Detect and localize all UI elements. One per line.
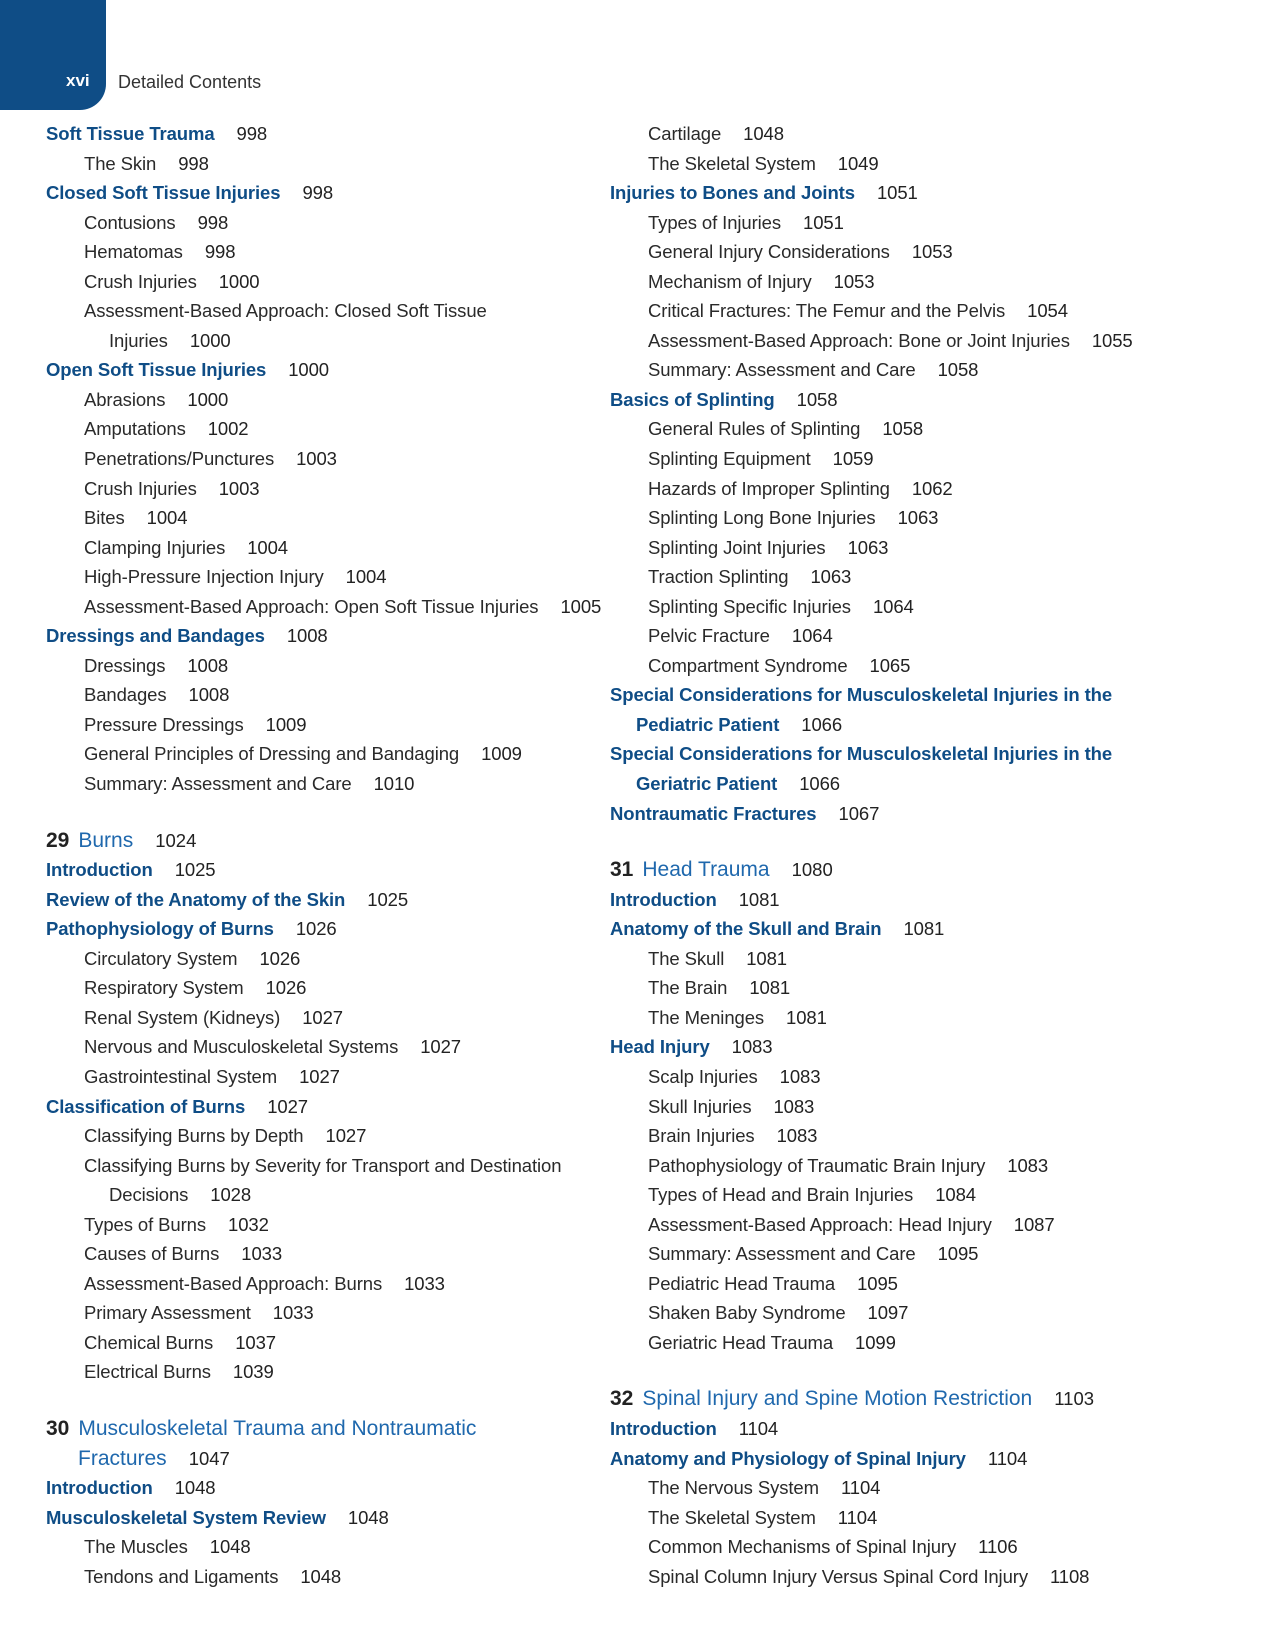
toc-subsection-entry[interactable] bbox=[46, 651, 636, 681]
entry-title: Head Injury bbox=[610, 1036, 710, 1058]
entry-title: The Skull bbox=[648, 947, 725, 969]
entry-title: Assessment-Based Approach: Head Injury bbox=[648, 1213, 992, 1235]
entry-title: Anatomy and Physiology of Spinal Injury bbox=[610, 1447, 966, 1469]
entry-page-number: 1066 bbox=[799, 773, 840, 795]
entry-title: The Skeletal System bbox=[648, 152, 816, 174]
entry-page-number: 1048 bbox=[300, 1565, 342, 1587]
entry-title: Compartment Syndrome bbox=[648, 654, 848, 676]
toc-section-entry[interactable] bbox=[46, 885, 636, 915]
entry-title: General Principles of Dressing and Bandaging bbox=[84, 743, 460, 765]
entry-title: The Skeletal System bbox=[648, 1506, 816, 1528]
toc-subsection-entry[interactable] bbox=[46, 739, 636, 769]
entry-page-number: 998 bbox=[197, 211, 229, 233]
toc-subsection-entry[interactable] bbox=[610, 503, 1230, 533]
entry-page-number: 1104 bbox=[738, 1417, 779, 1439]
entry-title: Assessment-Based Approach: Closed Soft Tissue bbox=[84, 300, 487, 322]
toc-section-entry[interactable] bbox=[46, 621, 636, 651]
entry-page-number: 1084 bbox=[935, 1184, 976, 1206]
toc-subsection-entry[interactable] bbox=[610, 237, 1230, 267]
entry-title: Introduction bbox=[610, 888, 717, 910]
entry-page-number: 1058 bbox=[882, 418, 924, 440]
entry-title: Summary: Assessment and Care bbox=[648, 359, 916, 381]
entry-page-number: 1027 bbox=[299, 1065, 340, 1087]
entry-page-number: 998 bbox=[178, 152, 209, 174]
entry-page-number: 1026 bbox=[259, 947, 301, 969]
chapter-title: Burns bbox=[78, 828, 134, 852]
entry-page-number: 1033 bbox=[404, 1272, 445, 1294]
entry-title: Critical Fractures: The Femur and the Pelvis bbox=[648, 300, 1006, 322]
toc-subsection-entry[interactable] bbox=[46, 1062, 636, 1092]
toc-section-entry[interactable] bbox=[610, 710, 1230, 740]
entry-page-number: 1037 bbox=[235, 1331, 276, 1353]
entry-page-number: 1104 bbox=[840, 1477, 881, 1499]
running-title: Detailed Contents bbox=[118, 72, 262, 92]
chapter-number: 31 bbox=[610, 858, 634, 882]
entry-page-number: 1063 bbox=[897, 507, 939, 529]
toc-subsection-entry[interactable] bbox=[46, 680, 636, 710]
toc-subsection-entry[interactable] bbox=[46, 149, 636, 179]
toc-subsection-entry[interactable] bbox=[610, 562, 1230, 592]
entry-page-number: 1048 bbox=[174, 1477, 216, 1499]
entry-title: Primary Assessment bbox=[84, 1302, 251, 1324]
entry-title: Pelvic Fracture bbox=[648, 625, 770, 647]
entry-page-number: 1009 bbox=[265, 713, 307, 735]
entry-title: Introduction bbox=[46, 859, 153, 881]
toc-subsection-entry[interactable] bbox=[46, 973, 636, 1003]
entry-title: High-Pressure Injection Injury bbox=[84, 566, 324, 588]
toc-subsection-entry[interactable] bbox=[46, 1269, 636, 1299]
entry-page-number: 1053 bbox=[911, 241, 953, 263]
entry-title: Abrasions bbox=[84, 388, 166, 410]
entry-title: Traction Splinting bbox=[648, 566, 789, 588]
entry-page-number: 1009 bbox=[481, 743, 522, 765]
entry-page-number: 1000 bbox=[187, 388, 229, 410]
toc-subsection-entry[interactable] bbox=[46, 1003, 636, 1033]
toc-subsection-entry[interactable] bbox=[46, 769, 636, 799]
entry-page-number: 1026 bbox=[295, 918, 337, 940]
entry-title: Special Considerations for Musculoskeletal Injuries in the bbox=[610, 684, 1113, 706]
entry-page-number: 1003 bbox=[296, 448, 337, 470]
toc-subsection-entry[interactable] bbox=[610, 1239, 1230, 1269]
entry-page-number: 1066 bbox=[801, 713, 843, 735]
entry-title: Introduction bbox=[610, 1417, 717, 1439]
entry-title: Pediatric Head Trauma bbox=[648, 1272, 836, 1294]
entry-page-number: 1081 bbox=[903, 918, 945, 940]
entry-title: Closed Soft Tissue Injuries bbox=[46, 182, 281, 204]
entry-page-number: 1051 bbox=[803, 211, 844, 233]
toc-subsection-entry[interactable] bbox=[46, 592, 636, 622]
toc-section-entry[interactable] bbox=[46, 119, 636, 149]
entry-page-number: 1049 bbox=[837, 152, 879, 174]
toc-section-entry[interactable] bbox=[46, 178, 636, 208]
toc-subsection-entry[interactable] bbox=[610, 1562, 1230, 1592]
entry-title: Bandages bbox=[84, 684, 167, 706]
entry-title: Geriatric Head Trauma bbox=[648, 1331, 834, 1353]
entry-title: Common Mechanisms of Spinal Injury bbox=[648, 1536, 957, 1558]
toc-subsection-entry[interactable] bbox=[610, 1092, 1230, 1122]
entry-title: The Skin bbox=[84, 152, 157, 174]
entry-page-number: 1048 bbox=[209, 1536, 251, 1558]
chapter-title: Musculoskeletal Trauma and Nontraumatic bbox=[78, 1416, 477, 1440]
entry-page-number: 1027 bbox=[302, 1006, 343, 1028]
entry-title: Splinting Long Bone Injuries bbox=[648, 507, 876, 529]
toc-subsection-entry[interactable] bbox=[46, 267, 636, 297]
entry-page-number: 1097 bbox=[867, 1302, 909, 1324]
chapter-number: 29 bbox=[46, 828, 70, 852]
entry-title: Clamping Injuries bbox=[84, 536, 226, 558]
entry-page-number: 1008 bbox=[188, 684, 230, 706]
entry-page-number: 1004 bbox=[247, 536, 288, 558]
toc-section-entry[interactable] bbox=[46, 1092, 636, 1122]
entry-page-number: 1003 bbox=[218, 477, 260, 499]
entry-title: Assessment-Based Approach: Burns bbox=[84, 1272, 383, 1294]
entry-page-number: 1080 bbox=[791, 859, 833, 881]
entry-page-number: 1065 bbox=[869, 654, 911, 676]
toc-section-entry[interactable] bbox=[610, 769, 1230, 799]
entry-title: Chemical Burns bbox=[84, 1331, 214, 1353]
toc-subsection-entry[interactable] bbox=[46, 1032, 636, 1062]
toc-section-entry[interactable] bbox=[46, 355, 636, 385]
toc-chapter-entry[interactable] bbox=[46, 1414, 636, 1444]
toc-subsection-entry[interactable] bbox=[46, 208, 636, 238]
toc-section-entry[interactable] bbox=[610, 885, 1230, 915]
toc-chapter-entry[interactable] bbox=[610, 855, 1230, 885]
chapter-title: Fractures bbox=[78, 1446, 167, 1470]
toc-subsection-entry[interactable] bbox=[610, 944, 1230, 974]
entry-page-number: 1106 bbox=[978, 1536, 1018, 1558]
entry-title: Types of Injuries bbox=[648, 211, 782, 233]
entry-title: General Rules of Splinting bbox=[648, 418, 861, 440]
entry-title: Soft Tissue Trauma bbox=[46, 123, 215, 144]
entry-page-number: 998 bbox=[204, 241, 236, 263]
toc-subsection-entry[interactable] bbox=[610, 1151, 1230, 1181]
toc-subsection-entry[interactable] bbox=[46, 1357, 636, 1387]
toc-subsection-entry[interactable] bbox=[610, 1328, 1230, 1358]
entry-page-number: 1063 bbox=[847, 536, 889, 558]
entry-page-number: 1083 bbox=[779, 1065, 821, 1087]
entry-page-number: 1026 bbox=[265, 977, 307, 999]
entry-page-number: 1039 bbox=[232, 1361, 274, 1383]
entry-page-number: 1055 bbox=[1091, 329, 1133, 351]
toc-subsection-entry[interactable] bbox=[46, 385, 636, 415]
entry-title: Splinting Equipment bbox=[648, 448, 811, 470]
entry-page-number: 1027 bbox=[420, 1036, 461, 1058]
toc-subsection-entry[interactable] bbox=[610, 1298, 1230, 1328]
toc-subsection-entry[interactable] bbox=[46, 237, 636, 267]
entry-page-number: 1087 bbox=[1013, 1213, 1055, 1235]
toc-subsection-entry[interactable] bbox=[610, 1503, 1230, 1533]
entry-title: Assessment-Based Approach: Bone or Joint Injuries bbox=[648, 329, 1070, 351]
entry-page-number: 1083 bbox=[773, 1095, 815, 1117]
entry-title: Pathophysiology of Traumatic Brain Injury bbox=[648, 1154, 986, 1176]
entry-page-number: 1064 bbox=[791, 625, 833, 647]
toc-subsection-entry[interactable] bbox=[46, 944, 636, 974]
entry-page-number: 1025 bbox=[174, 859, 216, 881]
toc-subsection-entry[interactable] bbox=[610, 1180, 1230, 1210]
entry-title: Hazards of Improper Splinting bbox=[648, 477, 890, 499]
toc-subsection-entry[interactable] bbox=[46, 533, 636, 563]
page-number: xvi bbox=[66, 71, 90, 90]
entry-title: Hematomas bbox=[84, 241, 183, 263]
entry-title: Mechanism of Injury bbox=[648, 270, 812, 292]
entry-page-number: 1104 bbox=[837, 1506, 878, 1528]
entry-title: Pressure Dressings bbox=[84, 713, 244, 735]
entry-page-number: 1062 bbox=[911, 477, 953, 499]
toc-section-entry[interactable] bbox=[46, 1473, 636, 1503]
entry-title: Tendons and Ligaments bbox=[84, 1565, 279, 1587]
entry-page-number: 1108 bbox=[1049, 1565, 1090, 1587]
entry-title: The Brain bbox=[648, 977, 728, 999]
toc-subsection-entry[interactable] bbox=[46, 562, 636, 592]
toc-subsection-entry[interactable] bbox=[610, 1532, 1230, 1562]
toc-section-entry[interactable] bbox=[610, 385, 1230, 415]
entry-page-number: 1059 bbox=[832, 448, 874, 470]
toc-subsection-entry[interactable] bbox=[610, 1473, 1230, 1503]
chapter-title: Spinal Injury and Spine Motion Restriction bbox=[642, 1387, 1033, 1411]
toc-subsection-entry[interactable] bbox=[46, 1239, 636, 1269]
entry-page-number: 1032 bbox=[228, 1213, 269, 1235]
entry-page-number: 1067 bbox=[838, 802, 880, 824]
entry-title: Injuries to Bones and Joints bbox=[610, 182, 855, 204]
entry-page-number: 1000 bbox=[288, 359, 329, 381]
entry-page-number: 1000 bbox=[218, 270, 260, 292]
toc-subsection-entry[interactable] bbox=[610, 474, 1230, 504]
entry-page-number: 1028 bbox=[210, 1184, 252, 1206]
toc-section-entry[interactable] bbox=[46, 914, 636, 944]
entry-page-number: 1024 bbox=[155, 829, 197, 851]
entry-title: Types of Head and Brain Injuries bbox=[648, 1184, 914, 1206]
entry-title: Crush Injuries bbox=[84, 477, 197, 499]
entry-title: Dressings and Bandages bbox=[46, 625, 265, 647]
entry-title: Spinal Column Injury Versus Spinal Cord Injury bbox=[648, 1565, 1028, 1587]
toc-subsection-entry[interactable] bbox=[610, 119, 1230, 149]
entry-title: Electrical Burns bbox=[84, 1361, 211, 1383]
entry-title: Amputations bbox=[84, 418, 186, 440]
toc-chapter-entry[interactable] bbox=[46, 826, 636, 856]
entry-title: The Meninges bbox=[648, 1006, 765, 1028]
toc-section-entry[interactable] bbox=[610, 1414, 1230, 1444]
toc-subsection-entry[interactable] bbox=[610, 1121, 1230, 1151]
entry-title: Circulatory System bbox=[84, 947, 238, 969]
entry-title: Basics of Splinting bbox=[610, 388, 775, 410]
entry-page-number: 1064 bbox=[872, 595, 914, 617]
toc-subsection-entry[interactable] bbox=[46, 414, 636, 444]
entry-page-number: 1081 bbox=[786, 1006, 827, 1028]
entry-title: Shaken Baby Syndrome bbox=[648, 1302, 846, 1324]
entry-page-number: 1008 bbox=[187, 654, 229, 676]
entry-title: Splinting Joint Injuries bbox=[648, 536, 826, 558]
entry-page-number: 1027 bbox=[325, 1125, 367, 1147]
entry-page-number: 1048 bbox=[743, 123, 784, 144]
entry-title: Skull Injuries bbox=[648, 1095, 752, 1117]
toc-section-entry[interactable] bbox=[610, 1444, 1230, 1474]
toc-subsection-entry[interactable] bbox=[46, 1121, 636, 1151]
entry-page-number: 1005 bbox=[560, 595, 602, 617]
entry-title: Classification of Burns bbox=[46, 1095, 246, 1117]
chapter-number: 32 bbox=[610, 1387, 634, 1411]
entry-page-number: 1004 bbox=[146, 507, 188, 529]
entry-page-number: 1083 bbox=[1007, 1154, 1049, 1176]
entry-title: The Nervous System bbox=[648, 1477, 819, 1499]
toc-subsection-entry[interactable] bbox=[46, 326, 636, 356]
entry-title: Assessment-Based Approach: Open Soft Tissue Injuries bbox=[84, 595, 539, 617]
entry-page-number: 998 bbox=[302, 182, 334, 204]
toc-chapter-entry[interactable] bbox=[46, 1444, 636, 1474]
toc-chapter-entry[interactable] bbox=[610, 1384, 1230, 1414]
entry-title: Crush Injuries bbox=[84, 270, 197, 292]
toc-section-entry[interactable] bbox=[610, 799, 1230, 829]
entry-page-number: 1000 bbox=[189, 329, 231, 351]
entry-page-number: 1081 bbox=[749, 977, 791, 999]
toc-subsection-entry[interactable] bbox=[610, 1269, 1230, 1299]
toc-subsection-entry[interactable] bbox=[610, 973, 1230, 1003]
toc-subsection-entry[interactable] bbox=[610, 621, 1230, 651]
entry-title: Review of the Anatomy of the Skin bbox=[46, 888, 346, 910]
page-number-tab bbox=[0, 0, 106, 110]
entry-title: Geriatric Patient bbox=[636, 773, 778, 795]
entry-title: Splinting Specific Injuries bbox=[648, 595, 851, 617]
toc-subsection-entry[interactable] bbox=[46, 474, 636, 504]
entry-title: Pediatric Patient bbox=[636, 713, 780, 735]
toc-subsection-entry[interactable] bbox=[46, 1151, 636, 1181]
toc-section-entry[interactable] bbox=[46, 1503, 636, 1533]
toc-subsection-entry[interactable] bbox=[610, 651, 1230, 681]
toc-subsection-entry[interactable] bbox=[610, 1210, 1230, 1240]
toc-subsection-entry[interactable] bbox=[610, 444, 1230, 474]
toc-section-entry[interactable] bbox=[610, 178, 1230, 208]
entry-page-number: 1063 bbox=[810, 566, 852, 588]
entry-page-number: 1025 bbox=[367, 888, 409, 910]
entry-title: Classifying Burns by Depth bbox=[84, 1125, 304, 1147]
entry-title: The Muscles bbox=[84, 1536, 188, 1558]
entry-page-number: 1083 bbox=[731, 1036, 773, 1058]
toc-subsection-entry[interactable] bbox=[610, 267, 1230, 297]
toc-subsection-entry[interactable] bbox=[46, 710, 636, 740]
entry-page-number: 1104 bbox=[987, 1447, 1028, 1469]
entry-page-number: 1103 bbox=[1054, 1388, 1095, 1410]
entry-title: Causes of Burns bbox=[84, 1243, 220, 1265]
entry-page-number: 1095 bbox=[857, 1272, 898, 1294]
entry-title: Contusions bbox=[84, 211, 176, 233]
toc-subsection-entry[interactable] bbox=[46, 1562, 636, 1592]
entry-title: Bites bbox=[84, 507, 125, 529]
entry-title: Summary: Assessment and Care bbox=[648, 1243, 916, 1265]
toc-section-entry[interactable] bbox=[610, 914, 1230, 944]
entry-page-number: 1010 bbox=[373, 773, 415, 795]
toc-subsection-entry[interactable] bbox=[46, 444, 636, 474]
toc-subsection-entry[interactable] bbox=[46, 1180, 636, 1210]
entry-title: Penetrations/Punctures bbox=[84, 448, 275, 470]
toc-subsection-entry[interactable] bbox=[46, 296, 636, 326]
entry-page-number: 1081 bbox=[746, 947, 787, 969]
entry-page-number: 1058 bbox=[937, 359, 979, 381]
entry-page-number: 1051 bbox=[876, 182, 918, 204]
entry-page-number: 1099 bbox=[855, 1331, 896, 1353]
entry-page-number: 1008 bbox=[286, 625, 328, 647]
entry-page-number: 998 bbox=[236, 123, 268, 144]
entry-page-number: 1002 bbox=[207, 418, 249, 440]
toc-subsection-entry[interactable] bbox=[610, 149, 1230, 179]
toc-subsection-entry[interactable] bbox=[610, 326, 1230, 356]
entry-title: Special Considerations for Musculoskeletal Injuries in the bbox=[610, 743, 1113, 765]
entry-page-number: 1048 bbox=[347, 1506, 389, 1528]
entry-title: Scalp Injuries bbox=[648, 1065, 758, 1087]
entry-title: Nervous and Musculoskeletal Systems bbox=[84, 1036, 399, 1058]
entry-page-number: 1058 bbox=[796, 388, 838, 410]
entry-title: Decisions bbox=[109, 1184, 189, 1206]
toc-left-column bbox=[46, 119, 636, 1591]
toc-subsection-entry[interactable] bbox=[610, 533, 1230, 563]
toc-subsection-entry[interactable] bbox=[46, 1532, 636, 1562]
toc-subsection-entry[interactable] bbox=[46, 1328, 636, 1358]
entry-page-number: 1054 bbox=[1027, 300, 1068, 322]
entry-title: Gastrointestinal System bbox=[84, 1065, 278, 1087]
toc-section-entry[interactable] bbox=[610, 1032, 1230, 1062]
entry-title: Anatomy of the Skull and Brain bbox=[610, 918, 882, 940]
toc-right-column bbox=[610, 119, 1230, 1591]
entry-page-number: 1033 bbox=[272, 1302, 314, 1324]
toc-subsection-entry[interactable] bbox=[610, 592, 1230, 622]
toc-subsection-entry[interactable] bbox=[610, 1003, 1230, 1033]
entry-title: Classifying Burns by Severity for Transport and Destination bbox=[84, 1154, 562, 1176]
entry-title: General Injury Considerations bbox=[648, 241, 890, 263]
entry-title: Injuries bbox=[109, 329, 168, 351]
toc-subsection-entry[interactable] bbox=[46, 1298, 636, 1328]
entry-title: Cartilage bbox=[648, 123, 722, 144]
entry-title: Pathophysiology of Burns bbox=[46, 918, 274, 940]
entry-title: Renal System (Kidneys) bbox=[84, 1006, 281, 1028]
entry-title: Open Soft Tissue Injuries bbox=[46, 359, 267, 381]
entry-title: Types of Burns bbox=[84, 1213, 206, 1235]
entry-page-number: 1081 bbox=[738, 888, 780, 910]
toc-subsection-entry[interactable] bbox=[46, 503, 636, 533]
entry-page-number: 1053 bbox=[833, 270, 875, 292]
chapter-number: 30 bbox=[46, 1416, 70, 1440]
entry-title: Dressings bbox=[84, 654, 166, 676]
entry-title: Brain Injuries bbox=[648, 1125, 755, 1147]
toc-subsection-entry[interactable] bbox=[610, 296, 1230, 326]
entry-title: Musculoskeletal System Review bbox=[46, 1506, 326, 1528]
entry-title: Respiratory System bbox=[84, 977, 244, 999]
entry-title: Introduction bbox=[46, 1477, 153, 1499]
entry-page-number: 1047 bbox=[188, 1447, 230, 1469]
toc-subsection-entry[interactable] bbox=[46, 1210, 636, 1240]
entry-page-number: 1095 bbox=[937, 1243, 979, 1265]
toc-subsection-entry[interactable] bbox=[610, 414, 1230, 444]
toc-subsection-entry[interactable] bbox=[610, 208, 1230, 238]
entry-title: Summary: Assessment and Care bbox=[84, 773, 352, 795]
entry-page-number: 1083 bbox=[776, 1125, 818, 1147]
toc-section-entry[interactable] bbox=[610, 739, 1230, 769]
toc-subsection-entry[interactable] bbox=[610, 355, 1230, 385]
toc-subsection-entry[interactable] bbox=[610, 1062, 1230, 1092]
entry-title: Nontraumatic Fractures bbox=[610, 802, 817, 824]
toc-section-entry[interactable] bbox=[610, 680, 1230, 710]
entry-page-number: 1027 bbox=[267, 1095, 308, 1117]
entry-page-number: 1004 bbox=[345, 566, 387, 588]
entry-page-number: 1033 bbox=[241, 1243, 283, 1265]
toc-section-entry[interactable] bbox=[46, 855, 636, 885]
chapter-title: Head Trauma bbox=[642, 858, 770, 882]
